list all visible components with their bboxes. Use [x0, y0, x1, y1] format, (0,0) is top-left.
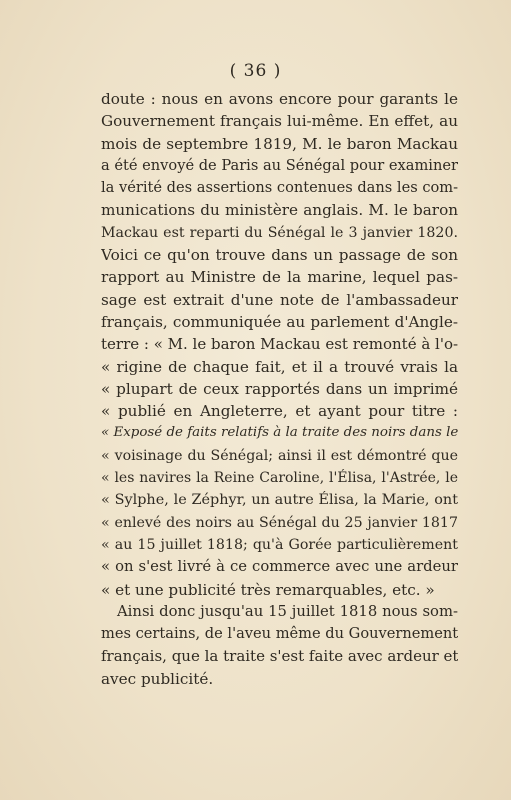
text-line: mois de septembre 1819, M. le baron Mackau [101, 134, 458, 153]
paragraph-line: français, que la traite s'est faite avec ardeur et [101, 647, 458, 666]
text-line: Mackau est reparti du Sénégal le 3 janvier 1820. [101, 224, 458, 241]
paragraph-line: Ainsi donc jusqu'au 15 juillet 1818 nous som- [117, 602, 458, 620]
quote-line: « Exposé de faits relatifs à la traite des noirs dans le [101, 425, 458, 441]
text-body [101, 88, 458, 690]
text-line: Voici ce qu'on trouve dans un passage de son [101, 246, 458, 265]
text-line: la vérité des assertions contenues dans les com- [101, 179, 458, 197]
quote-line: « enlevé des noirs au Sénégal du 25 janvier 1817 [101, 514, 458, 531]
text-line: français, communiquée au parlement d'Angle- [101, 312, 458, 331]
quote-line: « plupart de ceux rapportés dans un imprimé [101, 379, 458, 398]
quote-line: « Sylphe, le Zéphyr, un autre Élisa, la Marie, ont [101, 492, 458, 509]
paragraph-line: mes certains, de l'aveu même du Gouvernement [101, 625, 458, 643]
quote-line: « publié en Angleterre, et ayant pour titre : [101, 402, 458, 421]
text-line: munications du ministère anglais. M. le baron [101, 201, 458, 220]
paragraph-line: avec publicité. [101, 669, 214, 688]
text-line: rapport au Ministre de la marine, lequel pas- [101, 268, 458, 287]
quote-line: « rigine de chaque fait, et il a trouvé vrais la [101, 357, 458, 376]
quote-line: « voisinage du Sénégal; ainsi il est démontré que [101, 447, 458, 464]
quote-line: « les navires la Reine Caroline, l'Élisa, l'Astrée, le [101, 470, 458, 487]
quote-line: « et une publicité très remarquables, etc. » [101, 580, 435, 599]
text-line: doute : nous en avons encore pour garants le [101, 90, 458, 108]
quote-line: « on s'est livré à ce commerce avec une ardeur [101, 558, 458, 576]
page-number: ( 36 ) [229, 61, 282, 81]
text-line: Gouvernement français lui-même. En effet, au [101, 112, 458, 131]
quote-line: « au 15 juillet 1818; qu'à Gorée particulièrement [101, 536, 458, 553]
text-line: sage est extrait d'une note de l'ambassadeur [101, 290, 458, 309]
text-line: terre : « M. le baron Mackau est remonté à l'o- [101, 335, 458, 354]
text-line: a été envoyé de Paris au Sénégal pour examiner [101, 156, 458, 174]
